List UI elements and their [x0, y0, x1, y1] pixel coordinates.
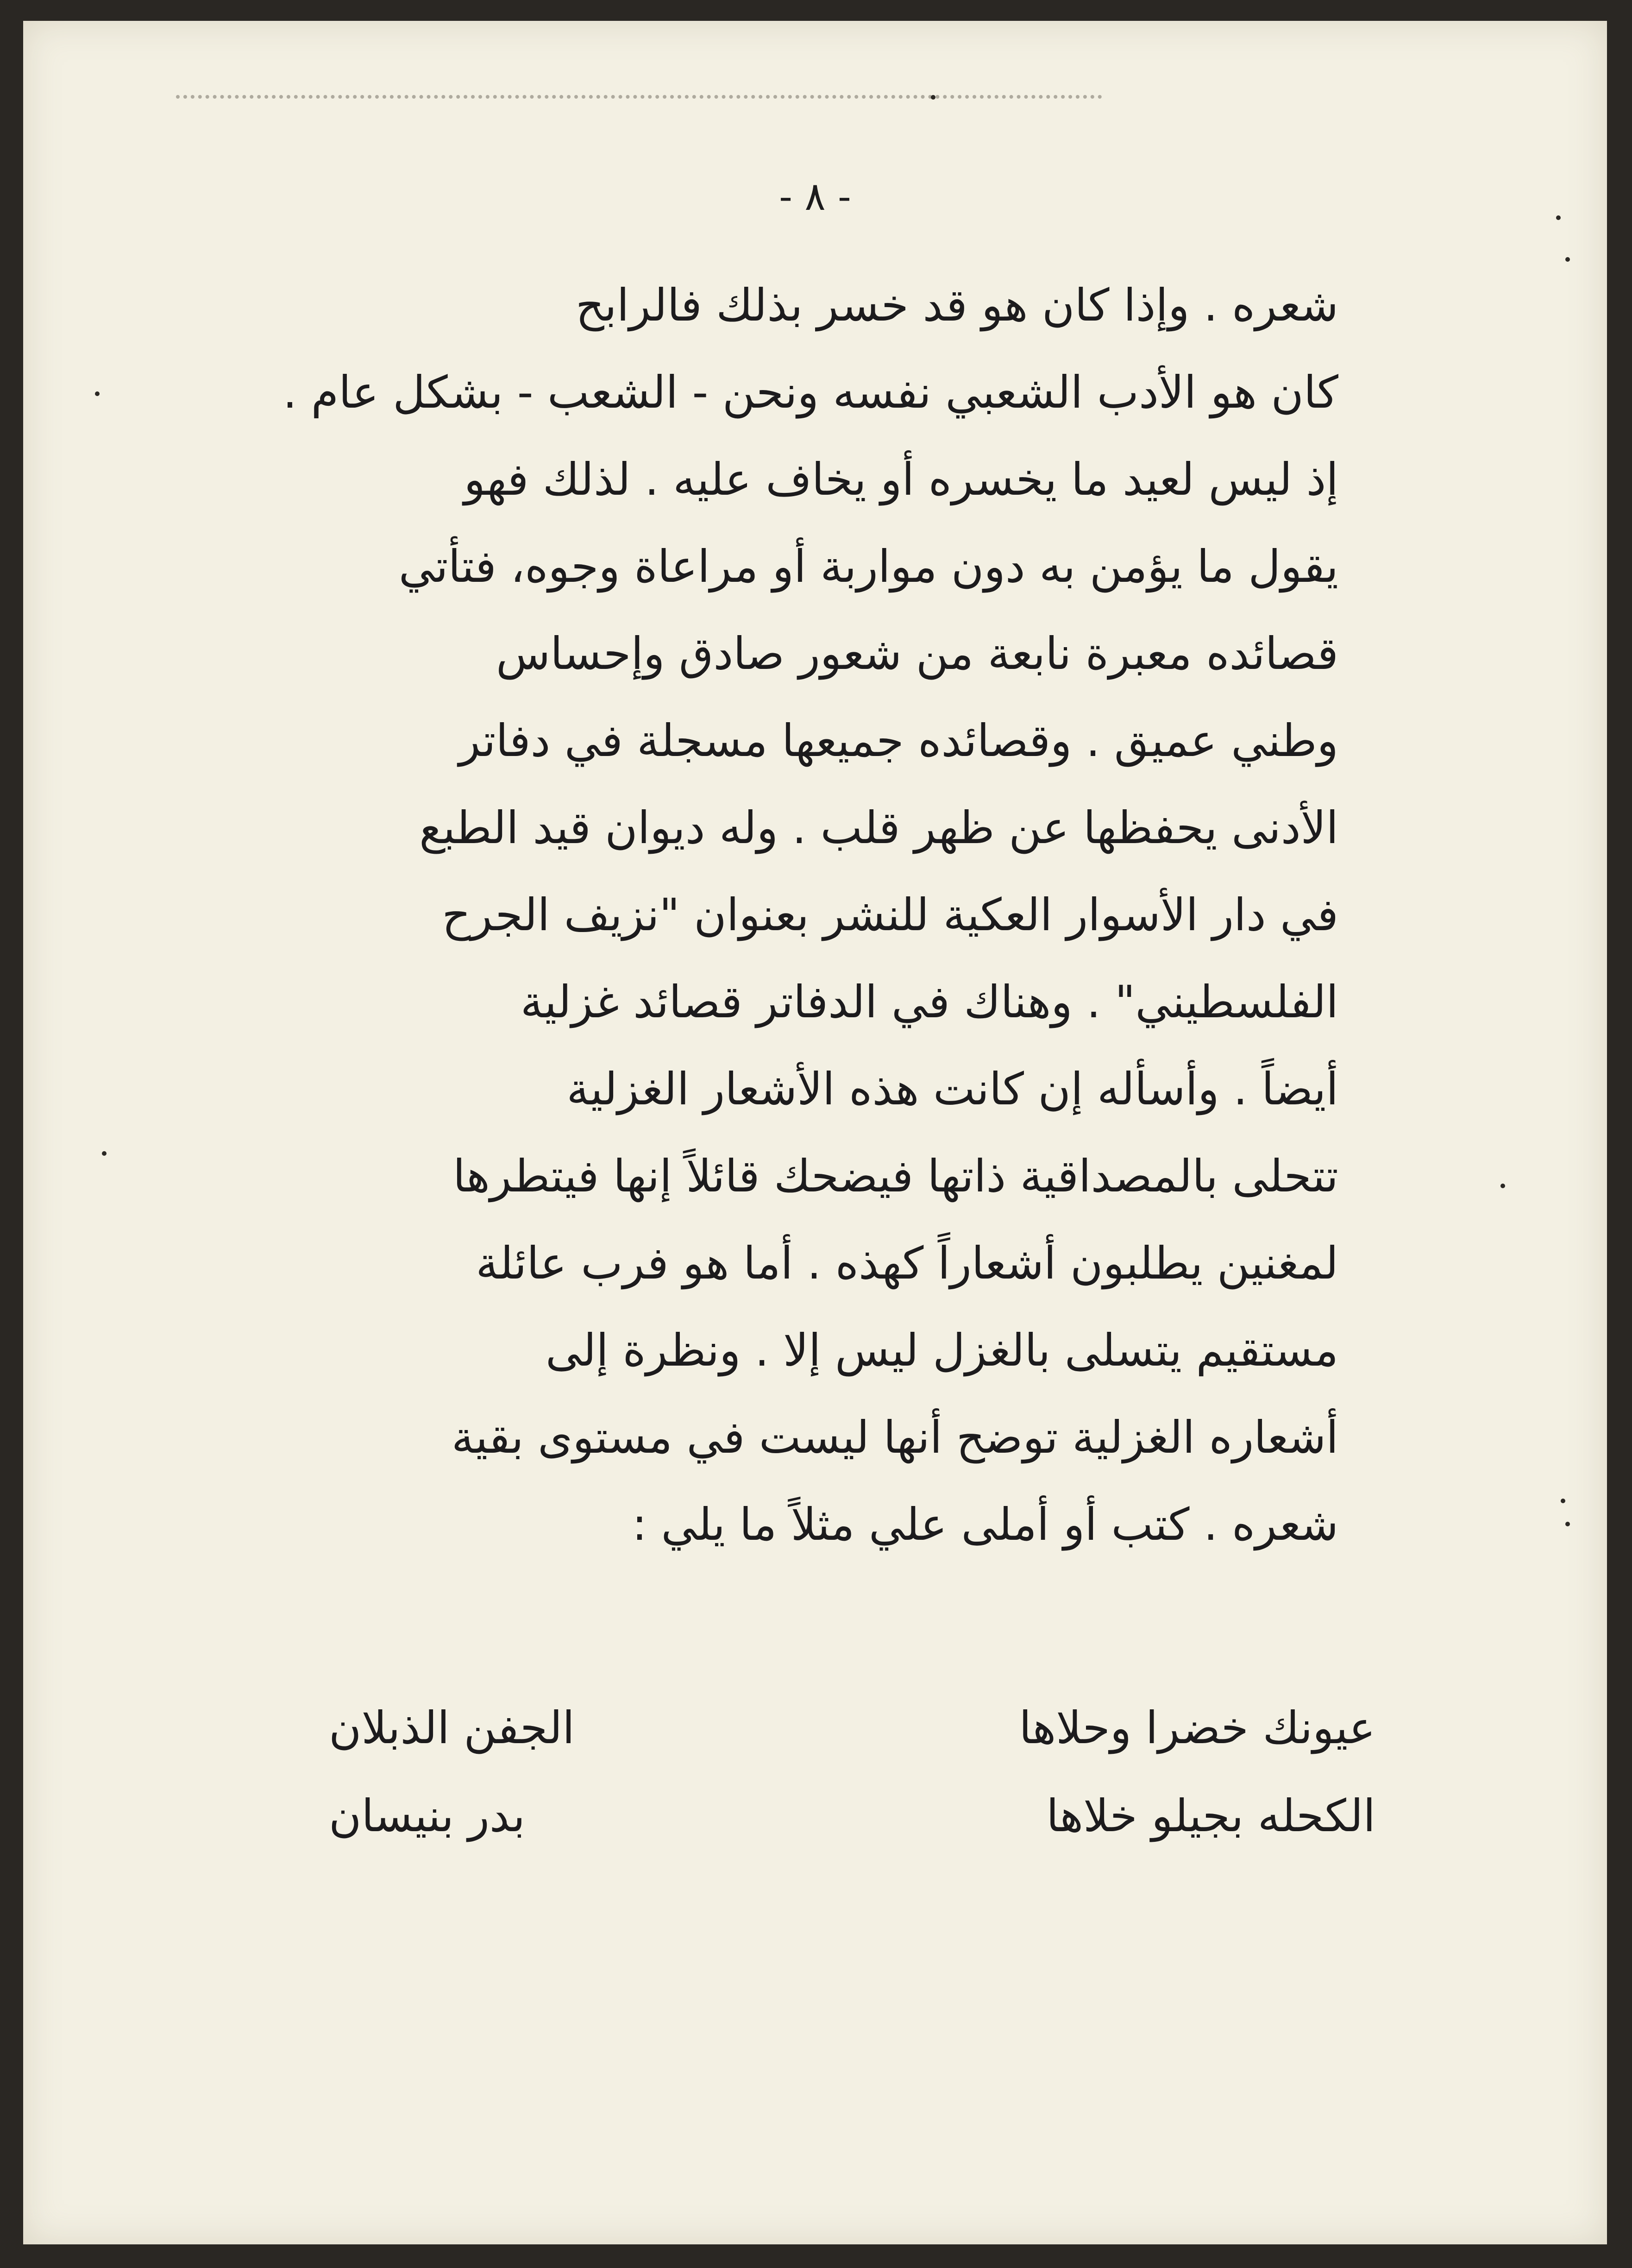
ink-speck	[1561, 1499, 1565, 1503]
text-line: وطني عميق . وقصائده جميعها مسجلة في دفاتر	[458, 715, 1338, 767]
text-line: مستقيم يتسلى بالغزل ليس إلا . ونظرة إلى	[545, 1324, 1338, 1376]
ink-speck	[95, 391, 100, 396]
text-line: تتحلى بالمصداقية ذاتها فيضحك قائلاً إنها فيتطرها	[453, 1150, 1338, 1202]
ink-speck	[1565, 257, 1570, 262]
text-line: شعره . وإذا كان هو قد خسر بذلك فالرابح	[576, 279, 1338, 331]
handwritten-paragraph	[218, 262, 1338, 1568]
text-line: كان هو الأدب الشعبي نفسه ونحن - الشعب - بشكل عام .	[282, 366, 1338, 418]
text-line: الفلسطيني" . وهناك في الدفاتر قصائد غزلية	[520, 976, 1338, 1028]
text-line: إذ ليس لعيد ما يخسره أو يخاف عليه . لذلك فهو	[464, 454, 1338, 505]
text-line: يقول ما يؤمن به دون مواربة أو مراعاة وجوه، فتأتي	[398, 541, 1338, 592]
text-line: الأدنى يحفظها عن ظهر قلب . وله ديوان قيد الطبع	[419, 802, 1338, 854]
text-line: أشعاره الغزلية توضح أنها ليست في مستوى بقية	[451, 1411, 1338, 1463]
verse-row	[329, 1772, 1375, 1860]
manuscript-page	[23, 21, 1607, 2244]
ink-speck	[931, 95, 935, 100]
ink-speck	[102, 1151, 107, 1156]
ink-speck	[1565, 1522, 1570, 1526]
verse-hemistich-right: عيونك خضرا وحلاها	[1019, 1702, 1375, 1754]
ink-speck	[1556, 215, 1561, 220]
page-number: - ٨ -	[779, 174, 851, 219]
text-line: شعره . كتب أو أملى علي مثلاً ما يلي :	[632, 1499, 1338, 1550]
text-line: في دار الأسوار العكية للنشر بعنوان "نزيف الجرح	[442, 889, 1338, 941]
text-line: أيضاً . وأسأله إن كانت هذه الأشعار الغزلية	[566, 1063, 1338, 1115]
text-line: قصائده معبرة نابعة من شعور صادق وإحساس	[496, 628, 1338, 680]
text-line: لمغنين يطلبون أشعاراً كهذه . أما هو فرب عائلة	[476, 1237, 1338, 1289]
verse-row	[329, 1684, 1375, 1772]
verse-hemistich-left: الجفن الذبلان	[329, 1702, 575, 1754]
perforation-line	[176, 95, 1102, 99]
verse-hemistich-right: الكحله بجيلو خلاها	[1046, 1790, 1375, 1842]
ink-speck	[1500, 1184, 1505, 1188]
verse-hemistich-left: بدر بنيسان	[329, 1790, 526, 1842]
poem-verse	[329, 1684, 1375, 1860]
